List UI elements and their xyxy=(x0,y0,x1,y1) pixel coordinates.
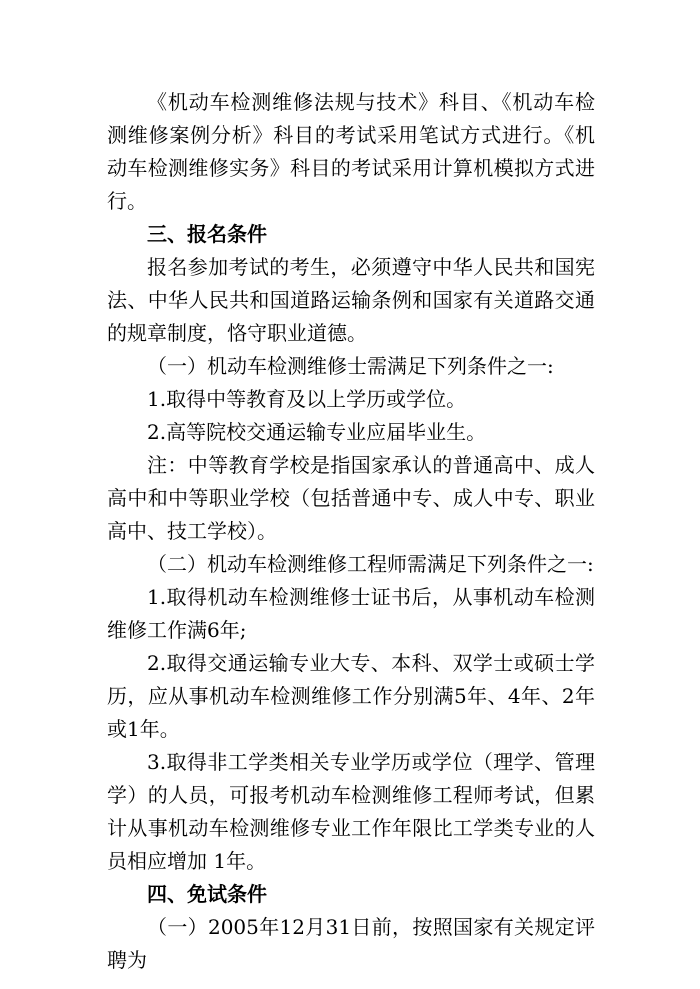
engineer-conditions-heading: （二）机动车检测维修工程师需满足下列条件之一: xyxy=(147,552,594,576)
engineer-condition-2: 2.取得交通运输专业大专、本科、双学士或硕士学历，应从事机动车检测维修工作分别满5年、4年、2年或1年。 xyxy=(107,651,595,741)
engineer-condition-1: 1.取得机动车检测维修士证书后，从事机动车检测维修工作满6年; xyxy=(107,585,595,642)
exam-method-paragraph: 《机动车检测维修法规与技术》科目、《机动车检测维修案例分析》科目的考试采用笔试方式进行。《机动车检测维修实务》科目的考试采用计算机模拟方式进行。 xyxy=(107,90,595,213)
section-heading-registration: 三、报名条件 xyxy=(147,222,267,246)
technician-condition-1: 1.取得中等教育及以上学历或学位。 xyxy=(147,387,467,411)
technician-conditions-heading: （一）机动车检测维修士需满足下列条件之一: xyxy=(147,354,554,378)
technician-condition-2: 2.高等院校交通运输专业应届毕业生。 xyxy=(147,420,487,444)
note-paragraph: 注：中等教育学校是指国家承认的普通高中、成人高中和中等职业学校（包括普通中专、成人中专、职业高中、技工学校）。 xyxy=(107,453,595,543)
registration-requirements-paragraph: 报名参加考试的考生，必须遵守中华人民共和国宪法、中华人民共和国道路运输条例和国家有关道路交通的规章制度，恪守职业道德。 xyxy=(107,255,595,345)
engineer-condition-3: 3.取得非工学类相关专业学历或学位（理学、管理学）的人员，可报考机动车检测维修工程师考试，但累计从事机动车检测维修专业工作年限比工学类专业的人员相应增加 1年。 xyxy=(107,750,595,873)
section-heading-exemption: 四、免试条件 xyxy=(147,882,267,906)
exemption-condition-1: （一）2005年12月31日前，按照国家有关规定评聘为 xyxy=(107,915,595,972)
document-body xyxy=(107,86,595,977)
